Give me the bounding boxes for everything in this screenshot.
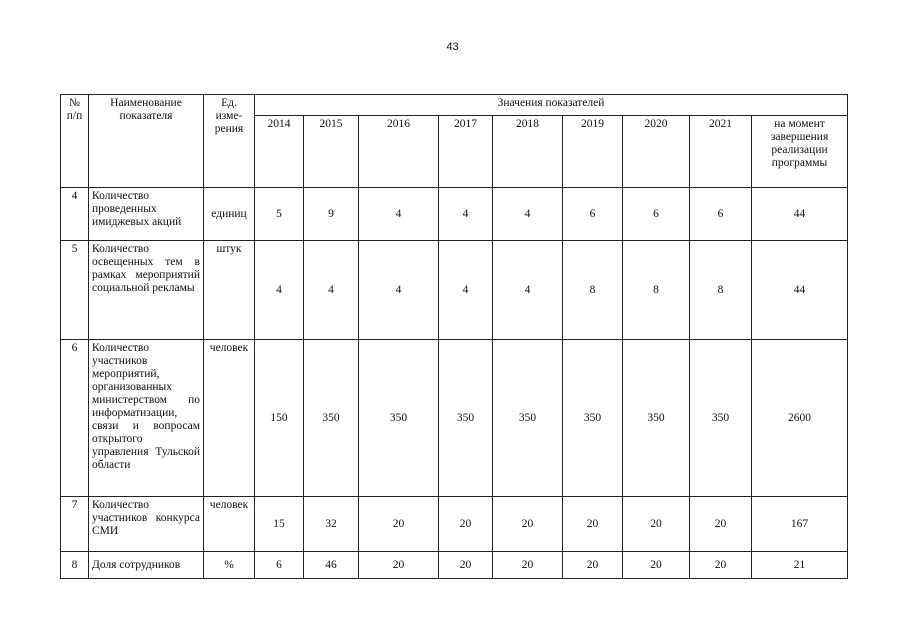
unit-cell: штук (204, 241, 255, 340)
value-cell: 150 (255, 340, 304, 497)
header-year: 2020 (623, 116, 690, 188)
value-cell: 6 (255, 552, 304, 579)
header-year: 2021 (690, 116, 752, 188)
header-year: 2017 (439, 116, 493, 188)
indicator-name: Количество участников мероприятий, организованных министерством по информатизации, связи и вопросам открытого управления Тульской области (89, 340, 204, 497)
header-values: Значения показателей (255, 95, 848, 116)
indicators-table (60, 94, 848, 579)
row-number: 6 (61, 340, 89, 497)
value-cell: 350 (439, 340, 493, 497)
indicator-name: Количество освещенных тем в рамках мероприятий социальной рекламы (89, 241, 204, 340)
table-row (61, 552, 848, 579)
value-cell: 44 (752, 241, 848, 340)
value-cell: 8 (690, 241, 752, 340)
table-row (61, 188, 848, 241)
row-number: 7 (61, 497, 89, 552)
value-cell: 4 (493, 188, 563, 241)
value-cell: 350 (690, 340, 752, 497)
indicator-name: Количество проведенных имиджевых акций (89, 188, 204, 241)
header-final: на момент завершения реализации программы (752, 116, 848, 188)
table-body (61, 188, 848, 579)
value-cell: 32 (304, 497, 359, 552)
value-cell: 8 (623, 241, 690, 340)
indicator-name: Количество участников конкурса СМИ (89, 497, 204, 552)
page-number: 43 (446, 41, 459, 53)
value-cell: 2600 (752, 340, 848, 497)
unit-cell: % (204, 552, 255, 579)
value-cell: 6 (623, 188, 690, 241)
value-cell: 6 (563, 188, 623, 241)
value-cell: 4 (359, 188, 439, 241)
value-cell: 350 (563, 340, 623, 497)
row-number: 8 (61, 552, 89, 579)
row-number: 5 (61, 241, 89, 340)
value-cell: 6 (690, 188, 752, 241)
value-cell: 20 (623, 497, 690, 552)
table-row (61, 340, 848, 497)
value-cell: 46 (304, 552, 359, 579)
value-cell: 4 (304, 241, 359, 340)
table-row (61, 241, 848, 340)
value-cell: 20 (493, 497, 563, 552)
header-year: 2018 (493, 116, 563, 188)
header-year: 2016 (359, 116, 439, 188)
table-row (61, 497, 848, 552)
value-cell: 350 (359, 340, 439, 497)
unit-cell: человек (204, 497, 255, 552)
value-cell: 350 (304, 340, 359, 497)
value-cell: 350 (623, 340, 690, 497)
header-year: 2015 (304, 116, 359, 188)
value-cell: 44 (752, 188, 848, 241)
header-name: Наименование показателя (89, 95, 204, 188)
value-cell: 20 (623, 552, 690, 579)
value-cell: 20 (493, 552, 563, 579)
value-cell: 5 (255, 188, 304, 241)
indicator-name: Доля сотрудников (89, 552, 204, 579)
value-cell: 9 (304, 188, 359, 241)
value-cell: 20 (439, 552, 493, 579)
value-cell: 8 (563, 241, 623, 340)
value-cell: 15 (255, 497, 304, 552)
value-cell: 20 (439, 497, 493, 552)
value-cell: 20 (563, 552, 623, 579)
value-cell: 20 (690, 497, 752, 552)
header-unit: Ед. изме-рения (204, 95, 255, 188)
value-cell: 167 (752, 497, 848, 552)
value-cell: 4 (255, 241, 304, 340)
header-num: № п/п (61, 95, 89, 188)
value-cell: 4 (439, 188, 493, 241)
value-cell: 20 (359, 497, 439, 552)
header-year: 2014 (255, 116, 304, 188)
value-cell: 350 (493, 340, 563, 497)
unit-cell: человек (204, 340, 255, 497)
table-header-row (61, 95, 848, 116)
value-cell: 20 (690, 552, 752, 579)
value-cell: 20 (563, 497, 623, 552)
header-year: 2019 (563, 116, 623, 188)
value-cell: 4 (493, 241, 563, 340)
value-cell: 4 (359, 241, 439, 340)
value-cell: 21 (752, 552, 848, 579)
value-cell: 20 (359, 552, 439, 579)
value-cell: 4 (439, 241, 493, 340)
row-number: 4 (61, 188, 89, 241)
unit-cell: единиц (204, 188, 255, 241)
